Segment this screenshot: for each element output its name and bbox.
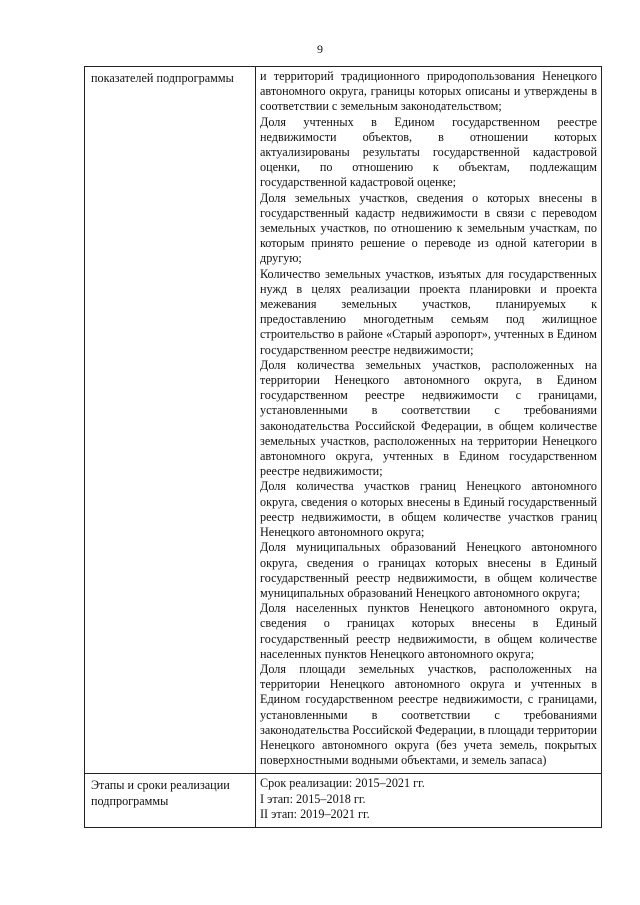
row-label: Этапы и сроки реализации подпрограммы: [85, 774, 256, 828]
indicator-paragraph: Доля земельных участков, сведения о которых внесены в государственный кадастр недвижимости в связи с переводом земельных участков, по отношению к земельным участкам, по которым принято решение о переводе из одной категории в другую;: [260, 190, 597, 266]
row-content: [256, 67, 602, 774]
row-content: [256, 774, 602, 828]
table-row-stages: [85, 774, 602, 828]
indicator-paragraph: Доля муниципальных образований Ненецкого автономного округа, сведения о границах которых внесены в Единый государственный реестр недвижимости, в общем количестве муниципальных образований Ненецкого автономного округа;: [260, 540, 597, 600]
page-number: 9: [317, 42, 323, 56]
stage-line: II этап: 2019–2021 гг.: [260, 806, 370, 821]
indicator-paragraph: Доля количества земельных участков, расположенных на территории Ненецкого автономного округа, в Едином государственном реестре недвижимости с границами, установленными в соответствии с требованиями законодательства Российской Федерации, в общем количестве земельных участков, расположенных на территории Ненецкого автономного округа, учтенных в Едином государственном реестре недвижимости;: [260, 357, 597, 479]
indicator-paragraph: Доля количества участков границ Ненецкого автономного округа, сведения о которых внесены в Единый государственный реестр недвижимости, в общем количестве участков границ Ненецкого автономного округа;: [260, 479, 597, 540]
stage-line: Срок реализации: 2015–2021 гг.: [260, 776, 425, 791]
row-label: показателей подпрограммы: [85, 67, 256, 774]
program-passport-table: [84, 66, 602, 828]
table-row-indicators: [85, 67, 602, 774]
stage-line: I этап: 2015–2018 гг.: [260, 791, 366, 806]
indicator-paragraph: Количество земельных участков, изъятых для государственных нужд в целях реализации проекта планировки и проекта межевания земельных участков, планируемых к предоставлению многодетным семьям под жилищное строительство в районе «Старый аэропорт», учтенных в Едином государственном реестре недвижимости;: [260, 266, 597, 357]
indicator-paragraph: Доля площади земельных участков, расположенных на территории Ненецкого автономного округа и учтенных в Едином государственном реестре недвижимости, с границами, установленными в соответствии с требованиями законодательства Российской Федерации, в площади территории Ненецкого автономного округа (без учета земель, покрытых поверхностными водными объектами, и земель запаса): [260, 661, 598, 768]
indicator-paragraph: Доля населенных пунктов Ненецкого автономного округа, сведения о границах которых внесены в Единый государственный реестр недвижимости, в общем количестве населенных пунктов Ненецкого автономного округа;: [260, 601, 597, 661]
indicator-paragraph: Доля учтенных в Едином государственном реестре недвижимости объектов, в отношении которых актуализированы результаты государственной кадастровой оценки, по отношению к объектам, подлежащим государственной кадастровой оценке;: [260, 114, 597, 190]
indicator-paragraph: и территорий традиционного природопользования Ненецкого автономного округа, границы которых описаны и утверждены в соответствии с земельным законодательством;: [260, 69, 597, 114]
